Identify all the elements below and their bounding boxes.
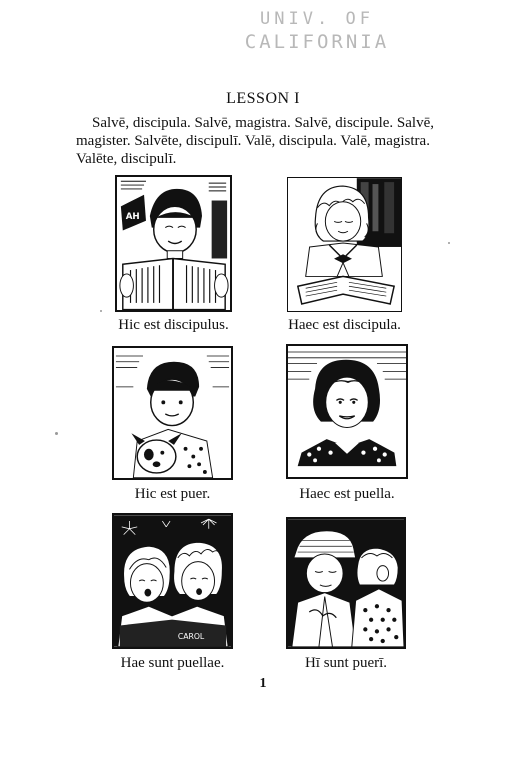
scan-speck	[100, 310, 102, 312]
boy-reading-illustration	[115, 175, 232, 312]
page-number: 1	[259, 676, 267, 691]
scan-speck	[55, 432, 58, 435]
two-girls-illustration	[112, 513, 233, 649]
intro-line: Salvē, discipula. Salvē, magistra. Salvē, discipule. Salvē,	[92, 115, 435, 131]
girl-portrait-illustration	[286, 344, 408, 479]
intro-paragraph	[76, 114, 476, 168]
library-stamp	[232, 8, 402, 54]
intro-line: Valēte, discipulī.	[76, 151, 177, 167]
caption: Hī sunt puerī.	[304, 655, 388, 671]
boy-with-puppy-illustration	[112, 346, 233, 480]
caption: Haec est puella.	[299, 486, 395, 502]
intro-line: magister. Salvēte, discipulī. Valē, discipula. Valē, magistra.	[76, 133, 430, 149]
two-boys-illustration	[286, 517, 406, 649]
caption: Haec est discipula.	[288, 317, 401, 333]
stamp-line-2: CALIFORNIA	[244, 31, 390, 53]
caption: Hae sunt puellae.	[120, 655, 225, 671]
girl-reading-illustration	[287, 177, 402, 312]
caption: Hic est discipulus.	[118, 317, 229, 333]
lesson-title: LESSON I	[226, 90, 300, 107]
stamp-line-1: UNIV. OF	[260, 9, 374, 29]
svg-text:AH: AH	[125, 211, 140, 222]
caption: Hic est puer.	[134, 486, 211, 502]
scan-speck	[448, 242, 450, 244]
svg-text:CAROL: CAROL	[177, 632, 205, 642]
